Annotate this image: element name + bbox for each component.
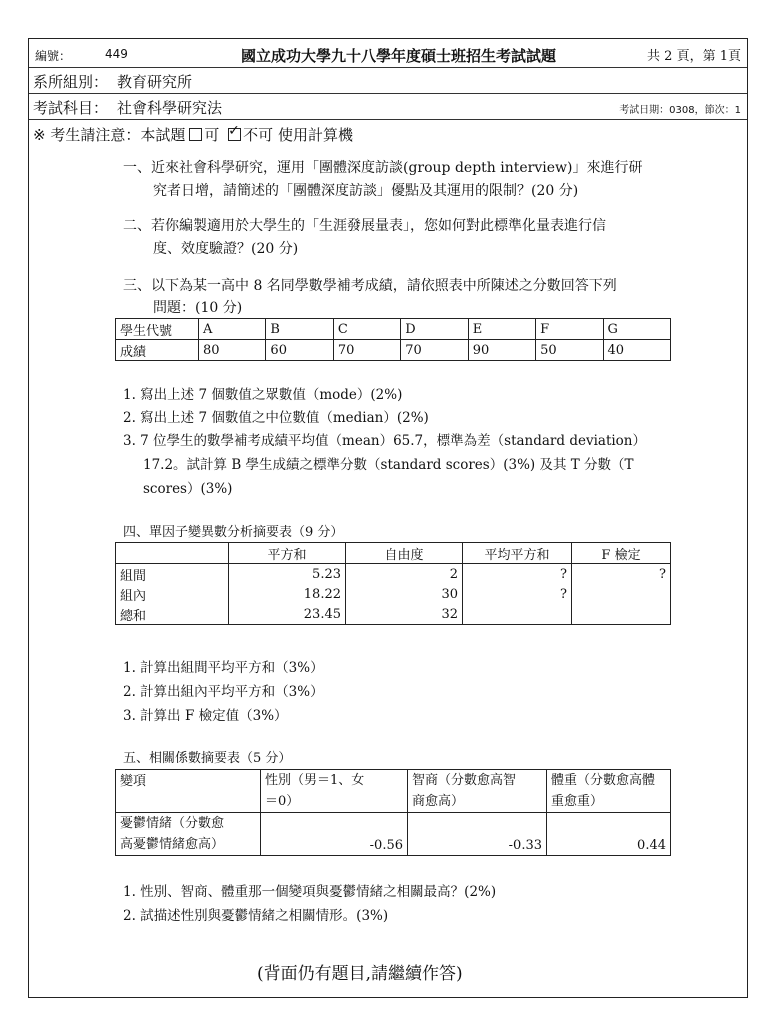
table-cell: 70 (401, 340, 468, 361)
table-cell: F (536, 319, 603, 340)
table-cell: 5.23 (229, 564, 346, 585)
table-row (116, 770, 671, 813)
question-3-item-1: 1. 寫出上述 7 個數值之眾數值（mode）(2%) (123, 387, 403, 403)
row-label (116, 813, 261, 856)
table-cell: 80 (199, 340, 266, 361)
table-cell: 18.22 (229, 584, 346, 604)
table-cell: 40 (603, 340, 670, 361)
option-allowed: 可 (204, 126, 220, 144)
header-weight-line-2: 重愈重） (551, 794, 604, 809)
question-4-item-2: 2. 計算出組內平均平方和（3%） (123, 684, 324, 700)
table-cell (572, 604, 671, 625)
question-3-item-3-line-3: scores）(3%) (143, 481, 233, 497)
table-header (116, 543, 229, 564)
table-cell (463, 604, 572, 625)
question-3-line-2: 問題：(10 分) (153, 300, 243, 316)
question-5-title: 五、相關係數摘要表（5 分） (123, 751, 292, 766)
table-cell: -0.56 (261, 813, 408, 856)
table-cell (572, 584, 671, 604)
checkmark-icon: ✓ (228, 123, 240, 139)
question-5-item-1: 1. 性別、智商、體重那一個變項與憂鬱情緒之相關最高？(2%) (123, 884, 497, 900)
table-cell: 組內 (116, 584, 229, 604)
notice-suffix: 使用計算機 (277, 126, 353, 144)
code-value: 449 (105, 47, 128, 61)
table-cell: 2 (346, 564, 463, 585)
divider (29, 93, 747, 94)
row-label-score: 成績 (116, 340, 199, 361)
subject-value: 社會科學研究法 (117, 99, 223, 117)
table-header: 自由度 (346, 543, 463, 564)
dept-label: 系所組別： (33, 73, 109, 91)
table-cell: 23.45 (229, 604, 346, 625)
table-cell: E (468, 319, 535, 340)
score-table (115, 318, 671, 361)
table-header: 平方和 (229, 543, 346, 564)
table-cell: B (266, 319, 333, 340)
table-cell: -0.33 (408, 813, 547, 856)
question-5-item-2: 2. 試描述性別與憂鬱情緒之相關情形。(3%) (123, 908, 389, 924)
divider (29, 67, 747, 68)
table-header: 變項 (116, 770, 261, 813)
anova-table (115, 542, 671, 625)
table-header (547, 770, 671, 813)
question-3-item-2: 2. 寫出上述 7 個數值之中位數值（median）(2%) (123, 410, 429, 426)
header-gender-line-2: ＝0） (265, 794, 300, 809)
table-header (408, 770, 547, 813)
subject-label: 考試科目： (33, 99, 109, 117)
table-cell: 組間 (116, 564, 229, 585)
table-header (261, 770, 408, 813)
table-cell: 90 (468, 340, 535, 361)
row-label-line-1: 憂鬱情緒（分數愈 (120, 816, 225, 831)
table-row (116, 319, 671, 340)
table-row (116, 340, 671, 361)
table-row (116, 543, 671, 564)
question-2-line-2: 度、效度驗證？(20 分) (153, 241, 299, 257)
question-3-line-1: 三、以下為某一高中 8 名同學數學補考成績，請依照表中所陳述之分數回答下列 (123, 278, 617, 294)
continue-notice: (背面仍有題目,請繼續作答) (257, 964, 463, 984)
table-row (116, 604, 671, 625)
table-header: F 檢定 (572, 543, 671, 564)
table-cell: ? (463, 584, 572, 604)
question-1-line-2: 究者日增，請簡述的「團體深度訪談」優點及其運用的限制？(20 分) (153, 183, 579, 199)
table-cell: 60 (266, 340, 333, 361)
header-weight-line-1: 體重（分數愈高體 (551, 773, 656, 788)
table-cell: G (603, 319, 670, 340)
table-cell: 0.44 (547, 813, 671, 856)
row-label-line-2: 高憂鬱情緒愈高） (120, 837, 225, 852)
calculator-notice (33, 124, 353, 145)
table-cell: A (199, 319, 266, 340)
table-cell: ? (463, 564, 572, 585)
question-3-item-3: 3. 7 位學生的數學補考成績平均值（mean）65.7，標準為差（standard deviation） (123, 433, 647, 449)
question-4-item-1: 1. 計算出組間平均平方和（3%） (123, 660, 324, 676)
notice-prefix: ※ 考生請注意：本試題 (33, 126, 186, 144)
table-cell: 70 (333, 340, 400, 361)
checkbox-not-allowed (228, 123, 241, 141)
table-cell: 50 (536, 340, 603, 361)
table-cell: 總和 (116, 604, 229, 625)
dept-value: 教育研究所 (117, 73, 193, 91)
table-cell: 30 (346, 584, 463, 604)
option-not-allowed: 不可 (243, 126, 274, 144)
table-cell: ? (572, 564, 671, 585)
exam-title: 國立成功大學九十八學年度碩士班招生考試試題 (241, 47, 557, 65)
header-gender-line-1: 性別（男＝1、女 (265, 773, 365, 788)
question-4-item-3: 3. 計算出 F 檢定值（3%） (123, 708, 288, 724)
exam-page (28, 38, 748, 998)
table-row (116, 584, 671, 604)
code-label: 編號： (35, 49, 72, 63)
row-label-student-id: 學生代號 (116, 319, 199, 340)
correlation-table (115, 769, 671, 856)
header-iq-line-2: 商愈高） (412, 794, 465, 809)
header-iq-line-1: 智商（分數愈高智 (412, 773, 517, 788)
checkbox-allowed (189, 128, 202, 141)
table-row (116, 564, 671, 585)
question-4-title: 四、單因子變異數分析摘要表（9 分） (123, 525, 344, 540)
page-count: 共 2 頁，第 1頁 (647, 49, 741, 64)
exam-info: 考試日期：0308，節次：1 (619, 105, 741, 116)
question-3-item-3-line-2: 17.2。試計算 B 學生成績之標準分數（standard scores）(3%) 及其 T 分數（T (143, 457, 634, 473)
question-1-line-1: 一、近來社會科學研究，運用「團體深度訪談(group depth interview)」來進行研 (123, 160, 643, 176)
table-cell: D (401, 319, 468, 340)
table-header: 平均平方和 (463, 543, 572, 564)
question-2-line-1: 二、若你編製適用於大學生的「生涯發展量表」，您如何對此標準化量表進行信 (123, 218, 606, 234)
table-cell: 32 (346, 604, 463, 625)
table-row (116, 813, 671, 856)
table-cell: C (333, 319, 400, 340)
divider (29, 119, 747, 120)
